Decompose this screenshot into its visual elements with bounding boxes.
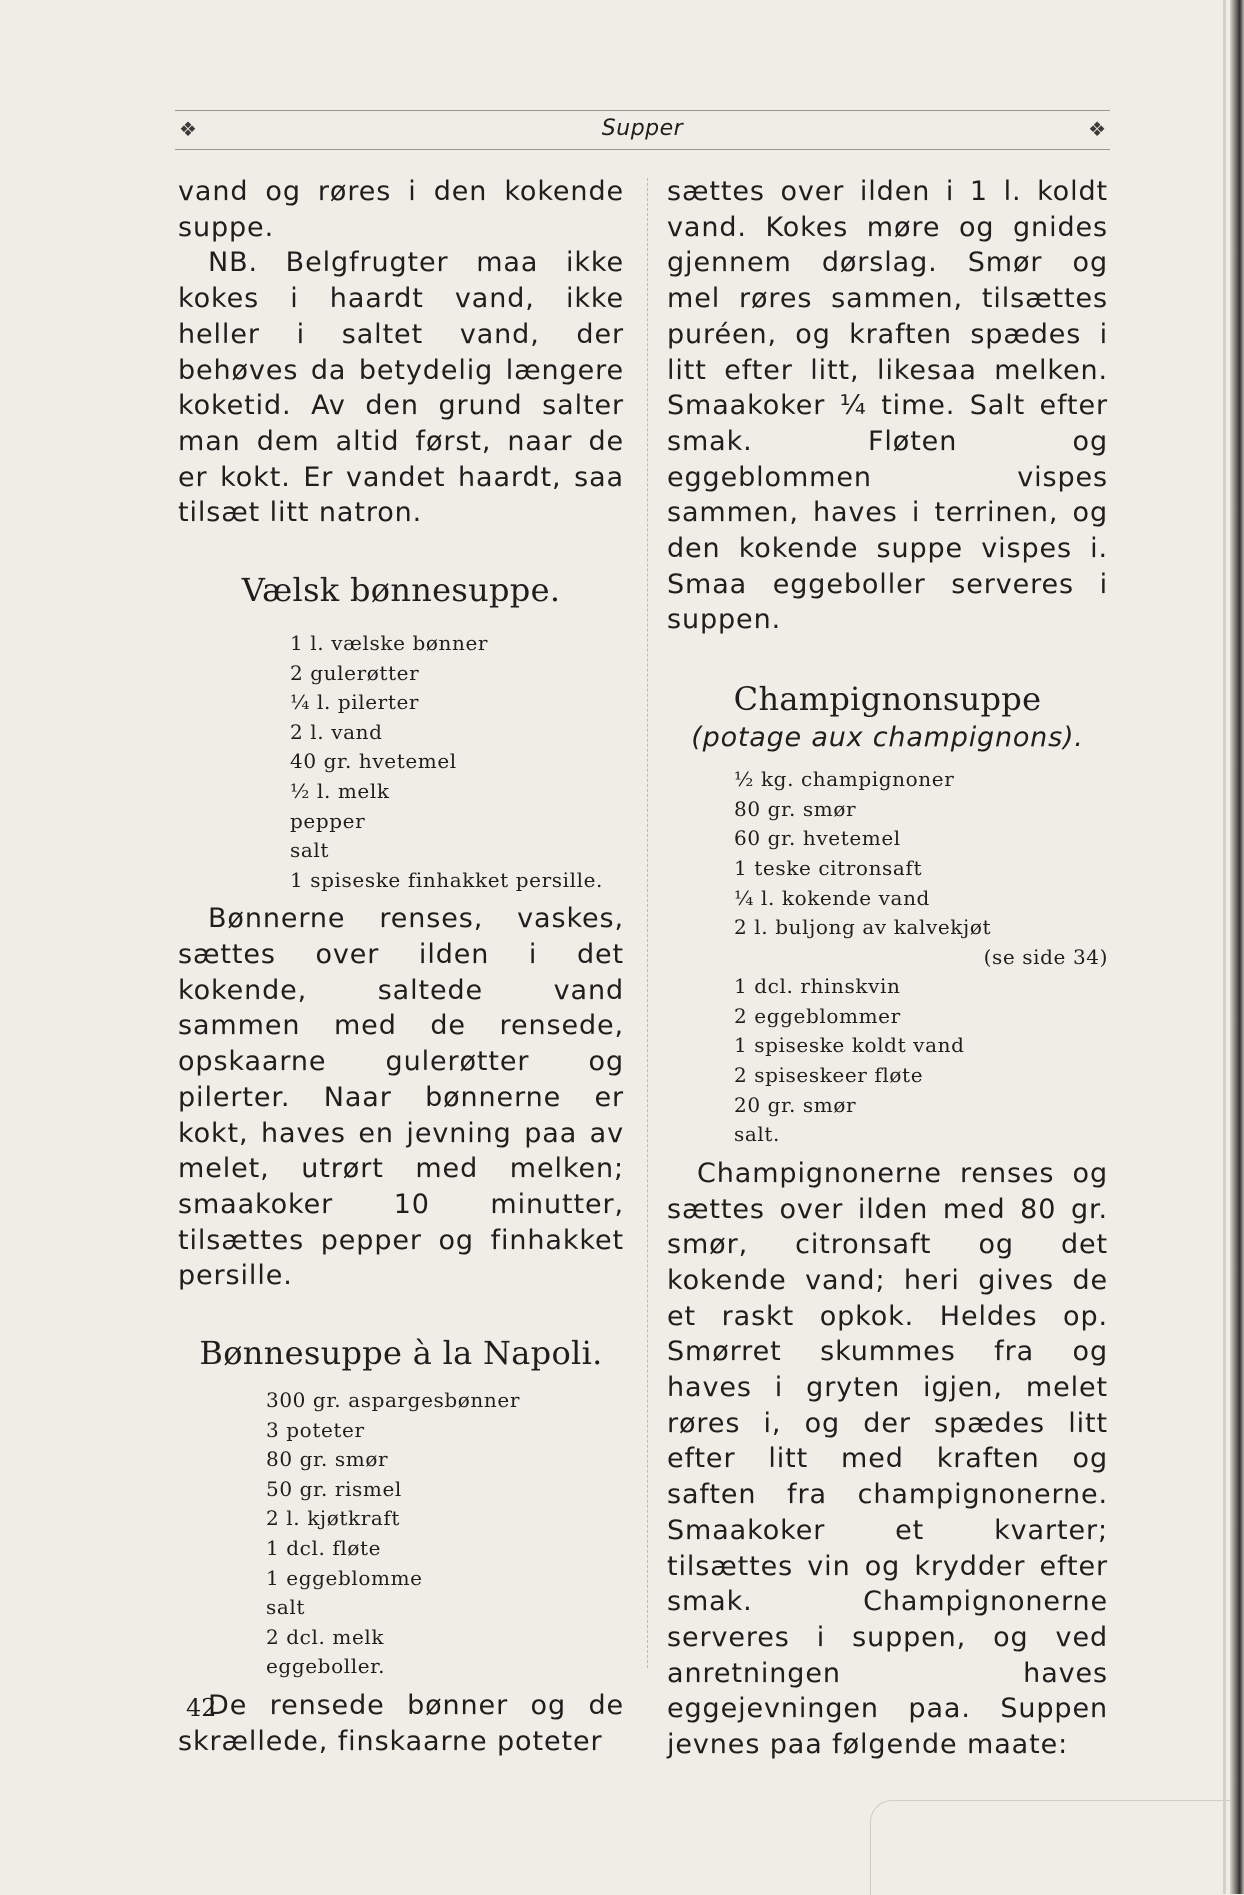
ingredient-item: 1 l. vælske bønner bbox=[290, 631, 489, 656]
page-number: 42 bbox=[186, 1694, 217, 1722]
ingredient-item: 1 spiseske koldt vand bbox=[734, 1033, 965, 1058]
recipe-title-champignonsuppe: Champignonsuppe bbox=[733, 680, 1042, 719]
ingredient-item: 1 spiseske finhakket persille. bbox=[290, 867, 604, 892]
ingredient-item: salt. bbox=[734, 1122, 780, 1147]
ingredient-item: pepper bbox=[290, 808, 366, 833]
ingredient-item: salt bbox=[290, 838, 330, 863]
ingredient-item: 50 gr. rismel bbox=[266, 1476, 402, 1501]
ingredient-list-champignon bbox=[734, 765, 1108, 1150]
ornament-right-icon: ❖ bbox=[1088, 117, 1106, 141]
ingredient-item: 80 gr. smør bbox=[266, 1447, 389, 1472]
left-column bbox=[178, 174, 624, 1759]
ingredient-item: 1 teske citronsaft bbox=[734, 855, 923, 880]
page-corner-mark bbox=[870, 1800, 1231, 1895]
ingredient-item: 2 gulerøtter bbox=[290, 660, 420, 685]
ingredient-item: 80 gr. smør bbox=[734, 796, 857, 821]
ingredient-item: ¼ l. kokende vand bbox=[734, 885, 930, 910]
page-edge-shadow bbox=[1223, 0, 1226, 1894]
nb-paragraph: NB. Belgfrugter maa ikke kokes i haardt vand, ikke heller i saltet vand, der behøves da betydelig længere koketid. Av den grund salter man dem altid først, naar de er kokt. Er vandet haardt, saa tilsæt litt natron. bbox=[178, 247, 624, 529]
recipe-title-bonnesuppe-napoli: Bønnesuppe à la Napoli. bbox=[199, 1334, 603, 1373]
method-champignon: Champignonerne renses og sættes over ilden med 80 gr. smør, citronsaft og det kokende vand; heri gives de et raskt opkok. Heldes op. Smørret skummes fra og haves i gryten igjen, melet røres i, og der spædes litt efter litt med kraften og saften fra champignonerne. Smaakoker et kvarter; tilsættes vin og krydder efter smak. Champignonerne serveres i suppen, og ved anretningen haves eggejevningen paa. Suppen jevnes paa følgende maate: bbox=[667, 1157, 1108, 1761]
ingredient-item: 2 spiseskeer fløte bbox=[734, 1063, 924, 1088]
ingredient-item: ½ kg. champignoner bbox=[734, 767, 955, 792]
ingredient-item: 20 gr. smør bbox=[734, 1092, 857, 1117]
header-title: Supper bbox=[601, 116, 684, 141]
intro-paragraph: vand og røres i den kokende suppe. bbox=[178, 176, 624, 243]
method-vaelsk: Bønnerne renses, vaskes, sættes over ilden i det kokende, saltede vand sammen med de rensede, opskaarne gulerøtter og pilerter. Naar bønnerne er kokt, haves en jevning paa av melet, utrørt med melken; smaakoker 10 minutter, tilsættes pepper og finhakket persille. bbox=[178, 903, 624, 1292]
ingredient-note: (se side 34) bbox=[983, 944, 1108, 969]
ingredient-item: ½ l. melk bbox=[290, 779, 390, 803]
ingredient-item: 1 dcl. fløte bbox=[266, 1536, 382, 1561]
recipe-title-vaelsk-bonnesuppe: Vælsk bønnesuppe. bbox=[241, 571, 561, 610]
ingredient-item: 60 gr. hvetemel bbox=[734, 826, 901, 851]
ingredient-item: ¼ l. pilerter bbox=[290, 690, 420, 715]
book-spine-edge bbox=[1230, 0, 1244, 1894]
ingredient-item: 2 eggeblommer bbox=[734, 1003, 901, 1028]
ingredient-item: eggeboller. bbox=[266, 1654, 386, 1679]
ingredient-item: 2 dcl. melk bbox=[266, 1624, 385, 1649]
method-napoli-start: De rensede bønner og de skrællede, finskaarne poteter bbox=[178, 1690, 624, 1757]
column-divider bbox=[647, 178, 649, 1668]
ingredient-list-napoli bbox=[266, 1386, 624, 1682]
running-header bbox=[175, 110, 1110, 150]
ingredient-item: 1 eggeblomme bbox=[266, 1565, 423, 1590]
recipe-subtitle-champignonsuppe: (potage aux champignons). bbox=[691, 722, 1084, 754]
ingredient-item: 2 l. vand bbox=[290, 719, 383, 744]
continued-paragraph: sættes over ilden i 1 l. koldt vand. Kokes møre og gnides gjennem dørslag. Smør og mel røres sammen, tilsættes puréen, og kraften spædes i litt efter litt, likesaa melken. Smaakoker ¼ time. Salt efter smak. Fløten og eggeblommen vispes sammen, haves i terrinen, og den kokende suppe vispes i. Smaa eggeboller serveres i suppen. bbox=[667, 176, 1108, 636]
ingredient-item: 2 l. kjøtkraft bbox=[266, 1506, 401, 1531]
ingredient-item: 1 dcl. rhinskvin bbox=[734, 974, 901, 999]
ingredient-item: 40 gr. hvetemel bbox=[290, 749, 457, 774]
ingredient-item: 300 gr. aspargesbønner bbox=[266, 1388, 520, 1413]
right-column bbox=[667, 174, 1108, 1763]
ingredient-item: 2 l. buljong av kalvekjøt bbox=[734, 915, 992, 940]
ingredient-item: salt bbox=[266, 1595, 306, 1620]
ingredient-list-vaelsk bbox=[290, 629, 624, 895]
ingredient-item: 3 poteter bbox=[266, 1417, 365, 1442]
ornament-left-icon: ❖ bbox=[179, 117, 197, 141]
